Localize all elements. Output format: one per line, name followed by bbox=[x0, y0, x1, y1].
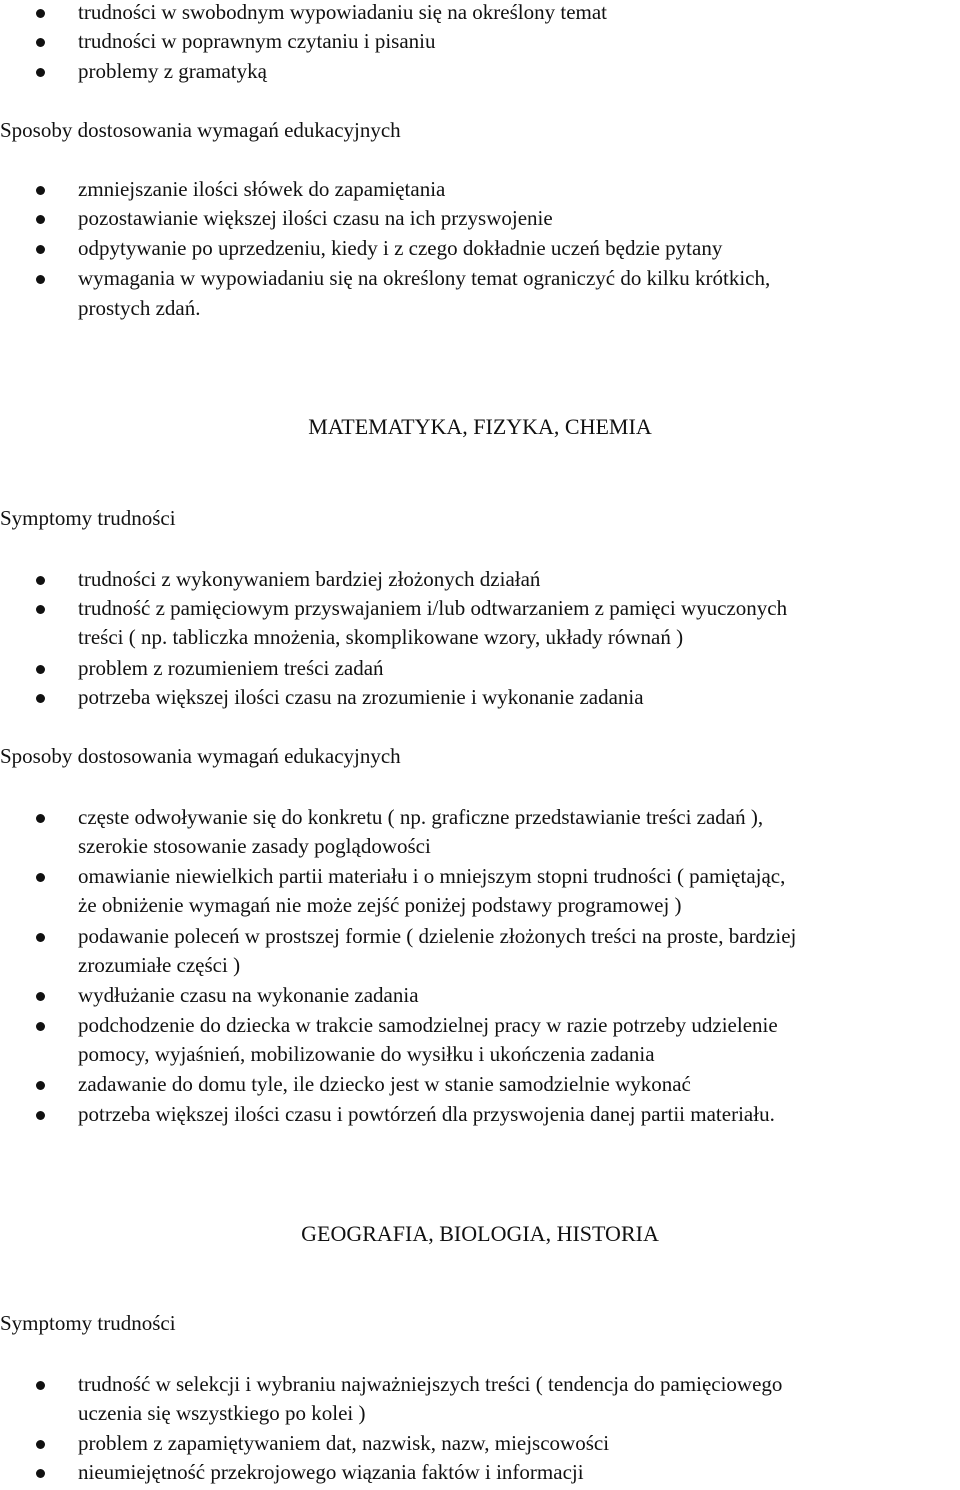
bullet bbox=[36, 1111, 45, 1120]
list-item-continuation: że obniżenie wymagań nie może zejść poniżej podstawy programowej ) bbox=[78, 893, 682, 917]
bullet bbox=[36, 245, 45, 254]
bullet bbox=[36, 9, 45, 18]
bullet bbox=[36, 1381, 45, 1390]
list-item-continuation: szerokie stosowanie zasady poglądowości bbox=[78, 834, 431, 858]
list-item: trudności w poprawnym czytaniu i pisaniu bbox=[78, 29, 436, 53]
bullet bbox=[36, 186, 45, 195]
methods-heading: Sposoby dostosowania wymagań edukacyjnych bbox=[0, 118, 401, 142]
list-item: zmniejszanie ilości słówek do zapamiętania bbox=[78, 177, 446, 201]
symptoms-heading: Symptomy trudności bbox=[0, 506, 176, 530]
bullet bbox=[36, 665, 45, 674]
bullet bbox=[36, 1081, 45, 1090]
list-item-continuation: pomocy, wyjaśnień, mobilizowanie do wysiłku i ukończenia zadania bbox=[78, 1042, 655, 1066]
bullet bbox=[36, 605, 45, 614]
list-item: pozostawianie większej ilości czasu na ich przyswojenie bbox=[78, 206, 553, 230]
list-item: problem z zapamiętywaniem dat, nazwisk, nazw, miejscowości bbox=[78, 1431, 610, 1455]
list-item: problem z rozumieniem treści zadań bbox=[78, 656, 384, 680]
bullet bbox=[36, 38, 45, 47]
bullet bbox=[36, 814, 45, 823]
section-title: MATEMATYKA, FIZYKA, CHEMIA bbox=[308, 414, 652, 439]
list-item: wymagania w wypowiadaniu się na określony temat ograniczyć do kilku krótkich, bbox=[78, 266, 771, 290]
list-item-continuation: uczenia się wszystkiego po kolei ) bbox=[78, 1401, 366, 1425]
bullet bbox=[36, 694, 45, 703]
bullet bbox=[36, 1440, 45, 1449]
list-item-continuation: treści ( np. tabliczka mnożenia, skomplikowane wzory, układy równań ) bbox=[78, 625, 684, 649]
list-item: podawanie poleceń w prostszej formie ( dzielenie złożonych treści na proste, bardziej bbox=[78, 924, 797, 948]
list-item: nieumiejętność przekrojowego wiązania faktów i informacji bbox=[78, 1460, 584, 1484]
list-item: wydłużanie czasu na wykonanie zadania bbox=[78, 983, 419, 1007]
list-item-continuation: zrozumiałe części ) bbox=[78, 953, 241, 977]
list-item: potrzeba większej ilości czasu i powtórzeń dla przyswojenia danej partii materiału. bbox=[78, 1102, 775, 1126]
list-item-continuation: prostych zdań. bbox=[78, 296, 201, 320]
list-item: trudność z pamięciowym przyswajaniem i/lub odtwarzaniem z pamięci wyuczonych bbox=[78, 596, 788, 620]
list-item: częste odwoływanie się do konkretu ( np. graficzne przedstawianie treści zadań ), bbox=[78, 805, 764, 829]
bullet bbox=[36, 992, 45, 1001]
bullet bbox=[36, 576, 45, 585]
bullet bbox=[36, 275, 45, 284]
list-item: potrzeba większej ilości czasu na zrozumienie i wykonanie zadania bbox=[78, 685, 644, 709]
bullet bbox=[36, 933, 45, 942]
list-item: problemy z gramatyką bbox=[78, 59, 267, 83]
list-item: trudność w selekcji i wybraniu najważniejszych treści ( tendencja do pamięciowego bbox=[78, 1372, 783, 1396]
section-title: GEOGRAFIA, BIOLOGIA, HISTORIA bbox=[301, 1221, 659, 1246]
bullet bbox=[36, 68, 45, 77]
bullet bbox=[36, 215, 45, 224]
list-item: trudności z wykonywaniem bardziej złożonych działań bbox=[78, 567, 541, 591]
bullet bbox=[36, 1022, 45, 1031]
list-item: odpytywanie po uprzedzeniu, kiedy i z czego dokładnie uczeń będzie pytany bbox=[78, 236, 723, 260]
symptoms-heading: Symptomy trudności bbox=[0, 1311, 176, 1335]
list-item: omawianie niewielkich partii materiału i o mniejszym stopni trudności ( pamiętając, bbox=[78, 864, 786, 888]
list-item: trudności w swobodnym wypowiadaniu się na określony temat bbox=[78, 0, 607, 24]
list-item: zadawanie do domu tyle, ile dziecko jest w stanie samodzielnie wykonać bbox=[78, 1072, 691, 1096]
bullet bbox=[36, 873, 45, 882]
bullet bbox=[36, 1469, 45, 1478]
list-item: podchodzenie do dziecka w trakcie samodzielnej pracy w razie potrzeby udzielenie bbox=[78, 1013, 778, 1037]
methods-heading: Sposoby dostosowania wymagań edukacyjnych bbox=[0, 744, 401, 768]
